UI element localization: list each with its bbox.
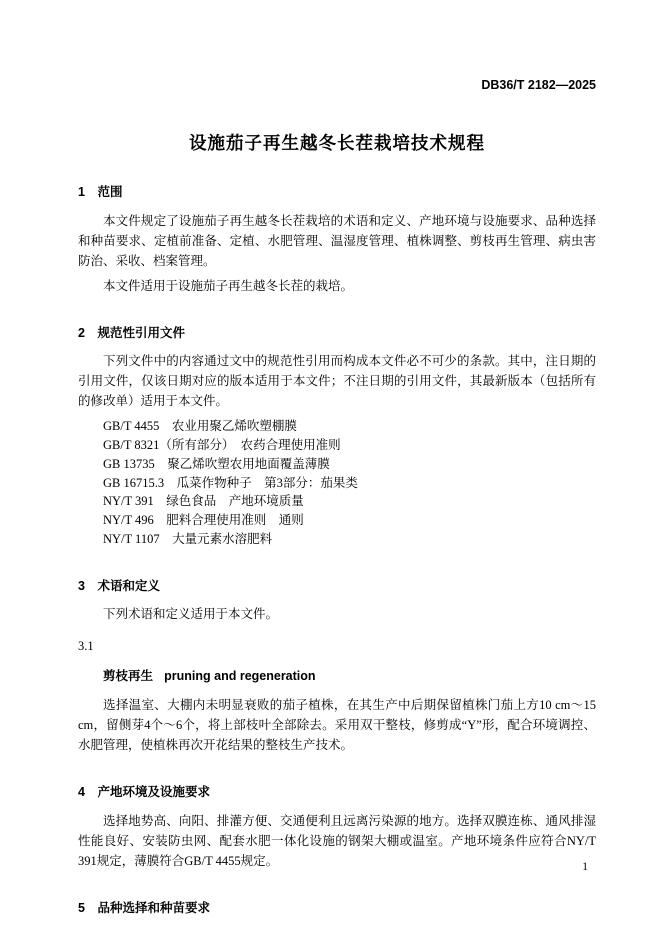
scope-paragraph-2: 本文件适用于设施茄子再生越冬长茬的栽培。 [103,278,354,293]
section-3-heading: 3 术语和定义 [78,578,160,593]
reference-list [78,417,596,548]
section-1-heading: 1 范围 [78,184,123,199]
section-2-heading: 2 规范性引用文件 [78,325,185,340]
reference-item: NY/T 391 绿色食品 产地环境质量 [103,494,304,509]
document-title: 设施茄子再生越冬长茬栽培技术规程 [189,133,485,153]
section-environment-requirements [78,783,596,871]
term-definition: 选择温室、大棚内未明显衰败的茄子植株，在其生产中后期保留植株门茄上方10 cm～15 cm，留侧芽4个～6个，将上部枝叶全部除去。采用双干整枝，修剪成“Y”形，配合环境调控、水肥管理，使植株再次开花结果的整枝生产技术。 [78,698,596,753]
reference-item: GB/T 8321（所有部分） 农药合理使用准则 [103,438,341,452]
references-intro: 下列文件中的内容通过文中的规范性引用而构成本文件必不可少的条款。其中，注日期的引用文件，仅该日期对应的版本适用于本文件；不注日期的引用文件，其最新版本（包括所有的修改单）适用于本文件。 [78,354,596,409]
environment-paragraph: 选择地势高、向阳、排灌方便、交通便利且远离污染源的地方。选择双膜连栋、通风排湿性能良好、安装防虫网、配套水肥一体化设施的钢架大棚或温室。产地环境条件应符合NY/T 391规定，薄膜符合GB/T 4455规定。 [78,814,596,868]
term-entry-title [78,666,596,686]
term-name-chinese: 剪枝再生 [103,669,154,684]
term-name-english: pruning and regeneration [164,669,316,684]
standard-code: DB36/T 2182—2025 [481,78,596,92]
reference-item: GB 16715.3 瓜菜作物种子 第3部分：茄果类 [103,475,358,490]
section-4-heading: 4 产地环境及设施要求 [78,785,210,800]
reference-item: GB/T 4455 农业用聚乙烯吹塑棚膜 [103,419,297,434]
page-number: 1 [582,861,588,873]
terms-intro: 下列术语和定义适用于本文件。 [103,607,279,622]
section-normative-references [78,324,596,549]
section-variety-seedling [78,899,596,918]
section-5-heading: 5 品种选择和种苗要求 [78,901,210,915]
reference-item: NY/T 1107 大量元素水溶肥料 [103,531,273,546]
term-entry-number: 3.1 [78,639,94,654]
reference-item: GB 13735 聚乙烯吹塑农用地面覆盖薄膜 [103,456,330,471]
section-scope [78,183,596,296]
reference-item: NY/T 496 肥料合理使用准则 通则 [103,513,304,527]
section-terms-definitions [78,577,596,756]
scope-paragraph-1: 本文件规定了设施茄子再生越冬长茬栽培的术语和定义、产地环境与设施要求、品种选择和种苗要求、定植前准备、定植、水肥管理、温湿度管理、植株调整、剪枝再生管理、病虫害防治、采收、档案管理。 [78,213,596,268]
